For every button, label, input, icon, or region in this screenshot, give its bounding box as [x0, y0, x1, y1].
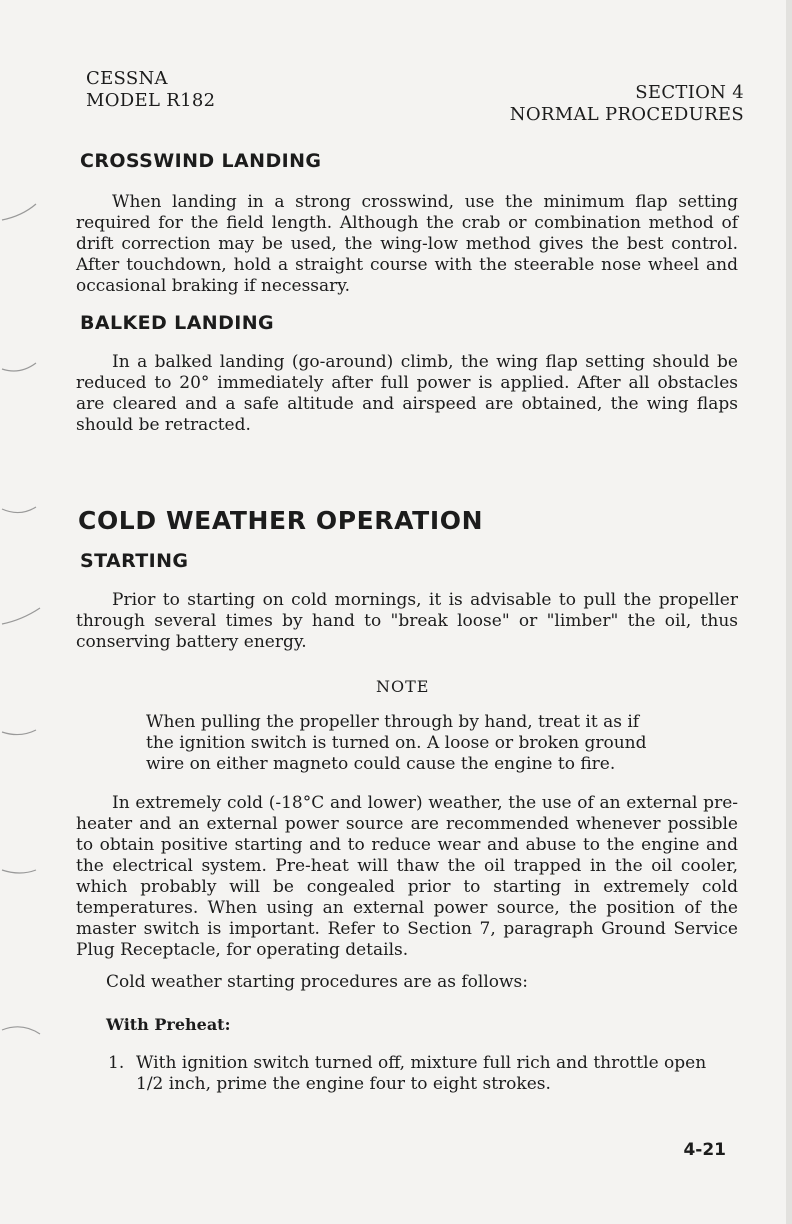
header-left — [86, 68, 215, 112]
preheat-paragraph: In extremely cold (-18°C and lower) weather, the use of an external pre-heater and an external power source are recommended whenever possible to obtain positive starting and to reduce wear and abuse to the engine and the electrical system. Pre-heat will thaw the oil trapped in the oil cooler, which probably will be congealed prior to starting in extremely cold temperatures. When using an external power source, the position of the master switch is important. Refer to Section 7, paragraph Ground Service Plug Receptacle, for operating details. — [76, 793, 738, 960]
header-manufacturer: CESSNA — [86, 68, 168, 89]
page-number: 4-21 — [683, 1140, 726, 1160]
binder-hole-mark-icon — [0, 720, 50, 760]
header-section: SECTION 4 — [635, 82, 744, 103]
binder-hole-mark-icon — [0, 497, 50, 537]
crosswind-landing-heading: CROSSWIND LANDING — [80, 150, 322, 172]
with-preheat-subheading: With Preheat: — [106, 1015, 231, 1034]
header-section-title: NORMAL PROCEDURES — [509, 104, 744, 125]
binder-hole-mark-icon — [0, 1018, 50, 1058]
binder-hole-mark-icon — [0, 602, 50, 642]
binder-hole-mark-icon — [0, 198, 50, 238]
starting-heading: STARTING — [80, 550, 189, 572]
step-1-number: 1. — [108, 1053, 125, 1073]
header-model: MODEL R182 — [86, 90, 216, 111]
page-edge-shadow — [786, 0, 792, 1224]
step-1-text: With ignition switch turned off, mixture full rich and throttle open 1/2 inch, prime the engine four to eight strokes. — [136, 1053, 707, 1094]
binder-hole-mark-icon — [0, 355, 50, 395]
starting-intro-paragraph: Prior to starting on cold mornings, it is advisable to pull the propeller through several times by hand to "break loose" or "limber" the oil, thus conserving battery energy. — [76, 590, 738, 652]
note-body: When pulling the propeller through by hand, treat it as if the ignition switch is turned on. A loose or broken ground wire on either magneto could cause the engine to fire. — [146, 712, 647, 774]
header-right — [510, 82, 744, 126]
procedures-intro: Cold weather starting procedures are as follows: — [106, 972, 529, 992]
crosswind-landing-paragraph: When landing in a strong crosswind, use the minimum flap setting required for the field length. Although the crab or combination method of drift correction may be used, the wing-low method gives the best control. After touchdown, hold a straight course with the steerable nose wheel and occasional braking if necessary. — [76, 192, 738, 296]
binder-hole-mark-icon — [0, 858, 50, 898]
balked-landing-heading: BALKED LANDING — [80, 312, 275, 334]
note-title: NOTE — [376, 677, 430, 696]
balked-landing-paragraph: In a balked landing (go-around) climb, the wing flap setting should be reduced to 20° immediately after full power is applied. After all obstacles are cleared and a safe altitude and airspeed are obtained, the wing flaps should be retracted. — [76, 352, 738, 435]
cold-weather-operation-heading: COLD WEATHER OPERATION — [78, 506, 484, 535]
